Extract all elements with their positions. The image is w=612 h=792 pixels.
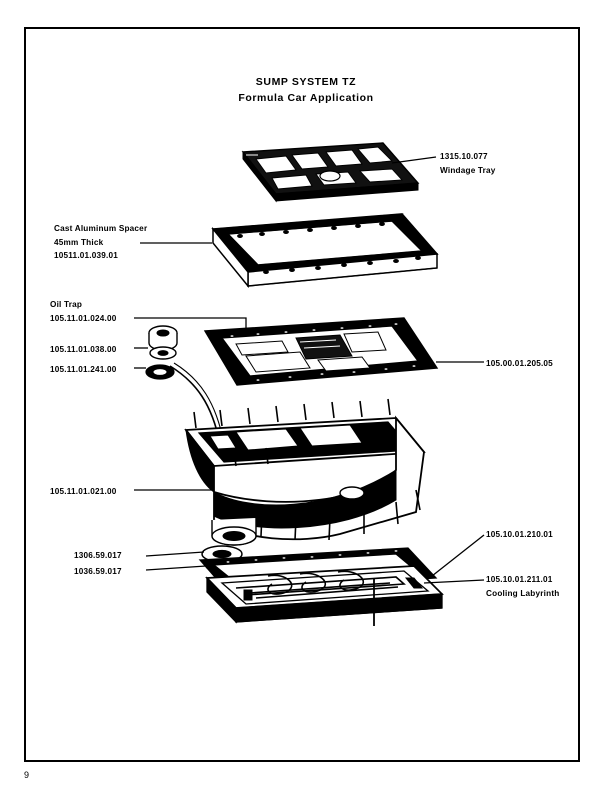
- callout-trap-washer: [50, 343, 117, 357]
- page-border-right-seg-4: [578, 687, 580, 762]
- page-border-right-seg-3: [578, 397, 580, 687]
- page-border-right-seg-1: [578, 27, 580, 97]
- callout-sump-body-part: 105.11.01.021.00: [50, 487, 117, 496]
- callout-lower-gasket-part: 105.10.01.210.01: [486, 530, 553, 539]
- callout-oil-trap-name: Oil Trap: [50, 300, 83, 309]
- page-border-top: [24, 27, 580, 29]
- callout-drain-plug-part: 1306.59.017: [74, 551, 122, 560]
- callout-drain-plug: [74, 549, 122, 563]
- callout-windage-tray-name: Windage Tray: [440, 165, 496, 175]
- page-border-bottom: [24, 760, 580, 762]
- page-subtitle: Formula Car Application: [238, 92, 374, 105]
- callout-upper-gasket: [486, 357, 553, 371]
- callout-cooling-labyrinth-part: 105.10.01.211.01: [486, 575, 553, 584]
- callout-cast-spacer-name-2: 45mm Thick: [54, 237, 104, 247]
- callout-trap-seal-part: 105.11.01.241.00: [50, 365, 117, 374]
- page-number: 9: [24, 770, 30, 780]
- callout-cast-spacer: [54, 222, 147, 263]
- callout-sump-body: [50, 485, 117, 499]
- title-block: [176, 74, 436, 107]
- callout-cooling-labyrinth-name: Cooling Labyrinth: [486, 588, 560, 598]
- page-border-right-seg-2: [578, 97, 580, 397]
- callout-cast-spacer-part: 10511.01.039.01: [54, 251, 119, 261]
- callout-oil-trap: [50, 298, 117, 325]
- callout-lower-gasket: [486, 528, 553, 542]
- callout-windage-tray-part: 1315.10.077: [440, 152, 488, 161]
- page-border-left: [24, 27, 26, 762]
- callout-oil-trap-part: 105.11.01.024.00: [50, 313, 117, 323]
- callout-drain-washer-part: 1036.59.017: [74, 567, 122, 576]
- callout-cast-spacer-name-1: Cast Aluminum Spacer: [54, 224, 148, 233]
- callout-drain-washer: [74, 565, 122, 579]
- page-title: SUMP SYSTEM TZ: [255, 76, 357, 88]
- callout-upper-gasket-part: 105.00.01.205.05: [486, 359, 553, 368]
- callout-trap-seal: [50, 363, 117, 377]
- callout-cooling-labyrinth: [486, 573, 559, 600]
- callout-trap-washer-part: 105.11.01.038.00: [50, 345, 117, 354]
- callout-windage-tray: [440, 150, 496, 177]
